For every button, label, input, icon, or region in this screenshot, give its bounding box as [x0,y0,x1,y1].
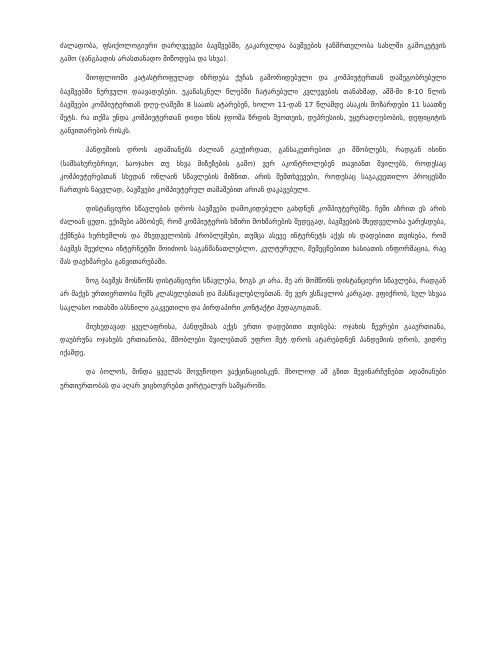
paragraph-6: მიუხედავად ყველაფრისა, პანდემიას აქვს ერთი დადებითი თვისება: ოჯახის წევრები გააერთიანა, დაუბრუნა ოჯახებს ერთიანობა, მშობლები შვილებთან უფრო მეტ დროს ატარებდნენ პანდემიის დროს, ვიდრე იქამდე. [60,322,446,358]
paragraph-1: ძალადობა, ფსიქოლოგიური დარღვევები ბავშვებში, გაკარვლდა ბავშვების ჯანმრთელობა სახლში გამოკეტვის გამო (ჯანგბადის არასთანადო მიწოდება და სხვა). [60,42,446,64]
paragraph-7: და ბოლოს, მინდა ყველას მოვუწოდო ვაქცინაციისკენ. მხოლოდ ამ გზით შევინარჩუნებთ ადამიანები ურთიერთობას და აღარ ვიცხოვრებთ ვირტუალურ სამყაროში. [60,368,446,390]
paragraph-3: პანდემიის დროს ადამიანებს ძალიან გაუჭირდათ, განსაკუთრებით კი მშობლებს, რადგან ისინი (სამსახურებრივი, საოჯახო თუ სხვა მიზეზების გამო) ვერ აკონტროლებენ თავიანთ შვილებს, როდესაც კომპიუტერებთან სხედან ონლაინ სწავლების მიზნით. არის შემთხვევები, როდესაც საგაკვეთილო პროცესში ჩართვის ნაცვლად, ბავშვები კომპიუტერულ თამაშებით არიან დაკავებული. [60,146,446,195]
paragraph-2: შიოფლიოში კატასტროფულად იზრდება ქუჩას გამორიდებული და კომპიუტერთან დამეგობრებული ბავშვებში ნერვული დაავადებები. უკანასკნელ წლებში ჩატარებული კვლევების თანახმად, აშშ-ში 8-10 წლის ბავშვები კომპიუტერთან დღე-ღამეში 8 საათს ატარებენ, ხოლო 11-დან 17 წლამდე ასაკის მოზარდები 11 საათზე მეტს. რა თქმა უნდა კომპიუტერთან დიდი ხნის ჯდომა ზრდის მეოთეის, დეპრესიის, უყურადღებობის, დეფიციტის განვითარების რისკს. [60,74,446,136]
paragraph-5: ზოგ ბავშვს მოსწონს დისტანციური სწავლება, ზოგს კი არა. მე არ მომწონს დისტანციური სწავლება, რადგან არ მაქვს ურთიერთობა ჩემს კლასელებთან და მასწავლებლებთან. მე ვერ ვსწავლობ კარგად. ვფიქრობ, სულ სხვაა საკლასო ოთახში აბსნილი გაკვეთილი და პირდაპირი კონტაქტი პედაგოგთან. [60,277,446,312]
paragraph-4: დისტანციური სწავლების დროს ბავშვები დამოკიდებული გახდნენ კომპიუტერებზე. ჩემი აზრით ეს არის ძალიან ცუდი. ექიმები ამბობენ, რომ კომპიუტერის ხშირი მოხმარების შედეგად, ბავშვების მხედველობა უარესდება, ქქმნება ხერხემლის და მხედველობის პრობლემები, თუმცა ასევე ინტერნეტს აქვს ის დადებითი თვისება, რომ ბავშვს შეუძლია ინტერნეტში მოიძიოს საგანმანათლებლო, კულტურული, შემეცნებითი ხასიათის ინფორმაცია, რაც მას დაეხმარება განვითარებაში. [60,205,446,267]
document-page [60,40,446,399]
